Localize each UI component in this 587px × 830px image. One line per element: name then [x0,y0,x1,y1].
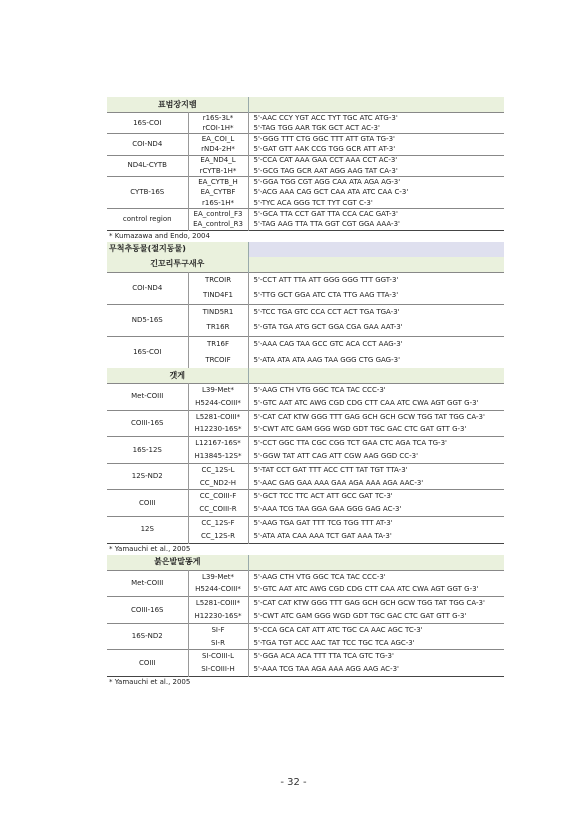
primer-sequence: 5'-GGW TAT ATT CAG ATT CGW AAG GGD CC-3' [253,451,419,460]
primer-name: L39-Met* [188,384,248,397]
primer-name: TR16R [188,320,248,336]
primer-name: EA_control_R3 [188,219,248,230]
primer-name: CC_12S-F [188,517,248,530]
gene-region: ND4L-CYTB [107,155,188,176]
primer-name: EA_CYTBF [188,187,248,198]
primer-sequence: 5'-CCA CAT AAA GAA CCT AAA CCT AC-3' [248,155,504,166]
primer-name: EA_CYTB_H [188,177,248,188]
gene-region: COIII-16S [107,597,188,624]
gene-region: 16S-COI [107,336,188,368]
primer-name: H5244-COIII* [188,397,248,410]
primer-sequence: 5'-GGA ACA ACA TTT TTA TCA GTC TG-3' [248,650,504,663]
section-header-reptile [107,97,504,113]
gene-region: COIII [107,650,188,677]
primer-name: CC_12S-R [188,530,248,543]
gene-region: ND5-16S [107,304,188,336]
primer-sequence: 5'-AAG CTH VTG GGC TCA TAC CCC-3' [248,570,504,583]
primer-sequence: 5'-GGA TGG CGT AGG CAA ATA AGA AG-3' [248,177,504,188]
primer-name: TRCOIR [188,272,248,288]
reference-note [107,677,504,689]
primer-name: EA_control_F3 [188,209,248,220]
table-row [107,177,504,188]
gene-region: Met-COIII [107,384,188,411]
primer-name: L12167-16S* [188,437,248,450]
primer-name: H13845-12S* [188,450,248,463]
primer-sequence: 5'-CAT CAT KTW GGG TTT GAG GCH GCH GCW TGG TAT TGG CA-3' [248,597,504,610]
section-blank [248,242,504,257]
gene-region: 12S [107,517,188,544]
table-row [107,410,504,423]
table-row [107,113,504,124]
table-row [107,134,504,145]
section-header-invertebrate [107,242,504,257]
section-blank [248,368,504,384]
table-row [107,437,504,450]
table-row [107,463,504,476]
subsection-header-red-clawed-crab [107,555,504,571]
primer-sequence: 5'-GGG TTT CTG GGC TTT ATT GTA TG-3' [248,134,504,145]
primer-sequence: 5'-CCT GGC TTA CGC CGG TCT GAA CTC AGA TCA TG-3' [248,437,504,450]
subsection-header-tadpole-shrimp [107,257,504,273]
gene-region: control region [107,209,188,230]
primer-name: rCYTB-1H* [188,166,248,177]
reference-note [107,543,504,555]
section-title: 갯게 [107,368,248,384]
primer-name: TRCOIF [188,352,248,368]
primer-name: CC_COIII-F [188,490,248,503]
subsection-header-crab [107,368,504,384]
section-blank [248,97,504,113]
gene-region: 16S-ND2 [107,623,188,650]
primer-sequence: 5'-AAG CTH VTG GGC TCA TAC CCC-3' [248,384,504,397]
primer-name: TIND5R1 [188,304,248,320]
primer-name: CC_COIII-R [188,503,248,516]
primer-sequence: 5'-ATA ATA CAA AAA TCT GAT AAA TA-3' [253,531,392,540]
primer-sequence: 5'-TCC TGA GTC CCA CCT ACT TGA TGA-3' [248,304,504,320]
primer-name: rND4-2H* [188,145,248,156]
primer-name: rCOI-1H* [188,123,248,134]
gene-region: Met-COIII [107,570,188,597]
primer-name: SI-R [188,637,248,650]
gene-region: 12S-ND2 [107,463,188,490]
primer-sequence: 5'-GCT TCC TTC ACT ATT GCC GAT TC-3' [248,490,504,503]
primer-name: EA_COI_L [188,134,248,145]
reference-note [107,230,504,242]
section-blank [248,257,504,273]
table-row [107,597,504,610]
primer-name: r16S-1H* [188,198,248,209]
primer-sequence: 5'-GTC AAT ATC AWG CGD CDG CTT CAA ATC CWA AGT GGT G-3' [253,398,479,407]
gene-region: COI-ND4 [107,134,188,155]
table-row [107,623,504,636]
primer-name: H5244-COIII* [188,583,248,596]
primer-name: H12230-16S* [188,423,248,436]
note-text: * Yamauchi et al., 2005 [107,677,504,689]
primer-sequence: 5'-AAA CAG TAA GCC GTC ACA CCT AAG-3' [248,336,504,352]
gene-region: COIII-16S [107,410,188,437]
primer-sequence: 5'-TAT CCT GAT TTT ACC CTT TAT TGT TTA-3' [248,463,504,476]
primer-sequence: 5'-CCT ATT TTA ATT GGG GGG TTT GGT-3' [248,272,504,288]
table-row [107,517,504,530]
note-text: * Kumazawa and Endo, 2004 [107,230,504,242]
primer-sequence: 5'-TAG AAG TTA TTA GGT CGT GGA AAA-3' [253,219,400,228]
table-row [107,384,504,397]
primer-table-page [107,97,504,688]
primer-sequence: 5'-GCA TTA CCT GAT TTA CCA CAC GAT-3' [248,209,504,220]
primer-name: SI-COIII-L [188,650,248,663]
primer-name: TR16F [188,336,248,352]
section-title: 붉은발말똥게 [107,555,248,571]
primer-name: SI-F [188,623,248,636]
table-row [107,490,504,503]
primer-sequence: 5'-TYC ACA GGG TCT TYT CGT C-3' [253,198,373,207]
section-title: 긴꼬리투구새우 [107,257,248,273]
gene-region: CYTB-16S [107,177,188,209]
primer-sequence: 5'-TTG GCT GGA ATC CTA TTG AAG TTA-3' [253,291,399,300]
section-title: 표범장지뱀 [107,97,248,113]
primer-sequence: 5'-AAA TCG TAA GGA GAA GGG GAG AC-3' [253,505,402,514]
primer-sequence: 5'-GCG TAG GCR AAT AGG AAG TAT CA-3' [253,166,398,175]
primer-name: L5281-COIII* [188,597,248,610]
table-row [107,650,504,663]
primer-name: EA_ND4_L [188,155,248,166]
table-row [107,570,504,583]
primer-sequence: 5'-CWT ATC GAM GGG WGD GDT TGC GAC CTC GAT GTT G-3' [253,611,467,620]
primer-name: CC_ND2-H [188,477,248,490]
primer-sequence: 5'-GTA TGA ATG GCT GGA CGA GAA AAT-3' [253,323,403,332]
primer-table [107,97,504,688]
gene-region: COIII [107,490,188,517]
primer-sequence: 5'-CAT CAT KTW GGG TTT GAG GCH GCH GCW TGG TAT TGG CA-3' [248,410,504,423]
primer-sequence: 5'-AAA TCG TAA AGA AAA AGG AAG AC-3' [253,665,399,674]
primer-name: r16S-3L* [188,113,248,124]
primer-sequence: 5'-TGA TGT ACC AAC TAT TCC TGC TCA AGC-3' [253,638,415,647]
gene-region: 16S-COI [107,113,188,134]
table-row [107,209,504,220]
primer-name: L39-Met* [188,570,248,583]
primer-sequence: 5'-AAC CCY YGT ACC TYT TGC ATC ATG-3' [248,113,504,124]
table-row [107,272,504,288]
table-row [107,155,504,166]
section-title: 무척추동물(절지동물) [107,242,248,257]
primer-sequence: 5'-AAC GAG GAA AAA GAA AGA AAA AGA AAC-3' [253,478,424,487]
table-row [107,304,504,320]
primer-sequence: 5'-ATA ATA ATA AAG TAA GGG CTG GAG-3' [253,355,400,364]
primer-sequence: 5'-TAG TGG AAR TGK GCT ACT AC-3' [253,123,380,132]
primer-sequence: 5'-ACG AAA CAG GCT CAA ATA ATC CAA C-3' [253,188,409,197]
primer-sequence: 5'-GAT GTT AAK CCG TGG GCR ATT AT-3' [253,145,396,154]
page-number: - 32 - [280,777,307,788]
gene-region: COI-ND4 [107,272,188,304]
section-blank [248,555,504,571]
primer-name: TIND4F1 [188,288,248,304]
primer-sequence: 5'-GTC AAT ATC AWG CGD CDG CTT CAA ATC CWA AGT GGT G-3' [253,585,479,594]
primer-name: CC_12S-L [188,463,248,476]
table-row [107,336,504,352]
primer-sequence: 5'-CCA GCA CAT ATT ATC TGC CA AAC AGC TC-3' [248,623,504,636]
primer-name: H12230-16S* [188,610,248,623]
gene-region: 16S-12S [107,437,188,464]
primer-sequence: 5'-AAG TGA GAT TTT TCG TGG TTT AT-3' [248,517,504,530]
primer-name: SI-COIII-H [188,663,248,676]
primer-sequence: 5'-CWT ATC GAM GGG WGD GDT TGC GAC CTC GAT GTT G-3' [253,425,467,434]
primer-name: L5281-COIII* [188,410,248,423]
note-text: * Yamauchi et al., 2005 [107,543,504,555]
